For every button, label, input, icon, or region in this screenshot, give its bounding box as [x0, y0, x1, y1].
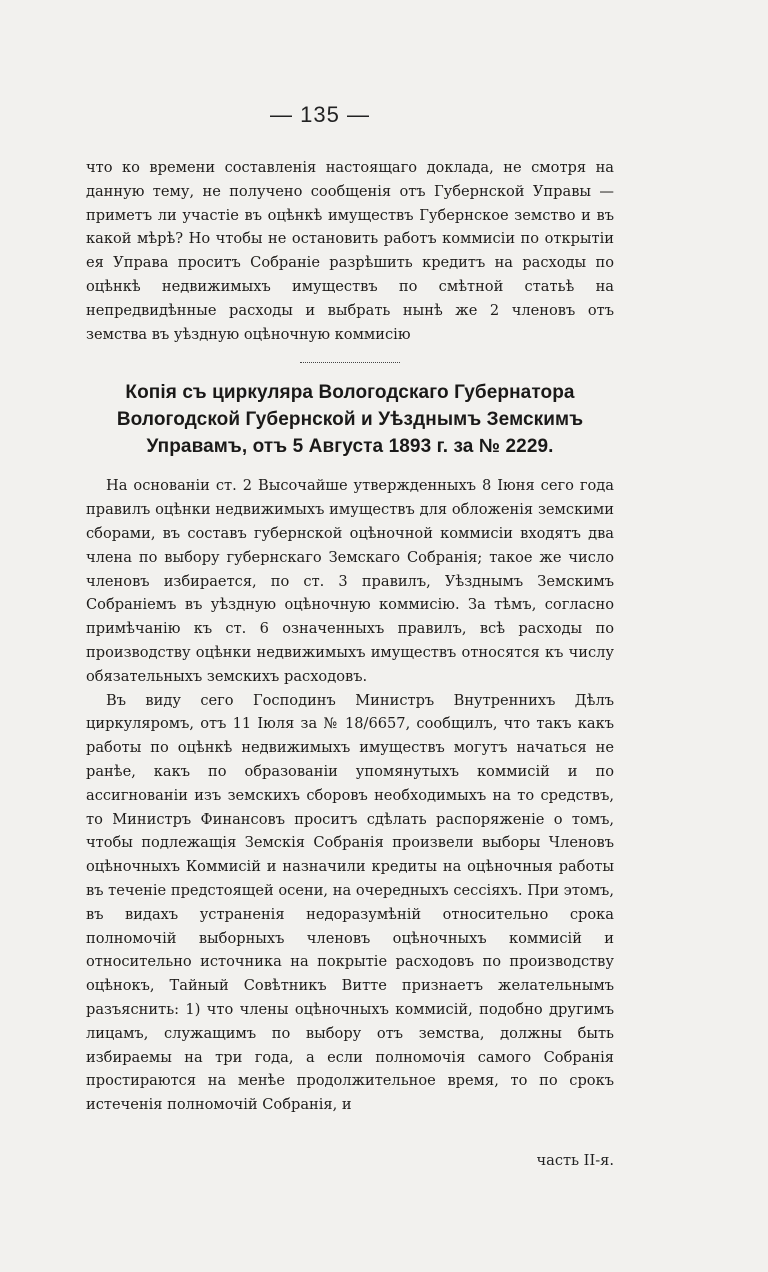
paragraph-article-2: На основаніи ст. 2 Высочайшe утвержденныхъ 8 Іюня сего года правилъ оцѣнки недвижимыхъ имуществъ для обложенія земскими сборами, въ составъ губернской оцѣночной коммисіи входятъ два члена по выбору губернскаго Земскаго Собранія; такое же число членовъ избирается, по ст. 3 правилъ, Уѣзднымъ Земскимъ Собраніемъ въ уѣздную оцѣночную коммисію. За тѣмъ, согласно примѣчанію къ ст. 6 означенныхъ правилъ, всѣ расходы по производству оцѣнки недвижимыхъ имуществъ относятся къ числу обязательныхъ земскихъ расходовъ.: [86, 477, 614, 685]
paragraph-ministry-circular: Въ виду сего Господинъ Министръ Внутреннихъ Дѣлъ циркуляромъ, отъ 11 Іюля за № 18/6657, сообщилъ, что такъ какъ работы по оцѣнкѣ недвижимыхъ имуществъ могутъ начаться не ранѣе, какъ по образованіи упомянутыхъ коммисій и по ассигнованіи изъ земскихъ сборовъ необходимыхъ на то средствъ, то Министръ Финансовъ проситъ сдѣлать распоряженіе о томъ, чтобы подлежащія Земскія Собранія произвели выборы Членовъ оцѣночныхъ Коммисій и назначили кредиты на оцѣночныя работы въ теченіе предстоящей осени, на очередныхъ сессіяхъ. При этомъ, въ видахъ устраненія недоразумѣній относительно срока полномочій выборныхъ членовъ оцѣночныхъ коммисій и относительно источника на покрытіе расходовъ по производству оцѣнокъ, Тайный Совѣтникъ Витте признаетъ желательнымъ разъяснить: 1) что члены оцѣночныхъ коммисій, подобно другимъ лицамъ, служащимъ по выбору отъ земства, должны быть избираемы на три года, а если полномочія самого Собранія простираются на менѣе продолжительное время, то по срокъ истеченія полномочій Собранія, и: [86, 691, 614, 1114]
paragraph-report-excerpt: что ко времени составленія настоящаго доклада, не смотря на данную тему, не получено сообщенія отъ Губернской Управы — приметъ ли участіе въ оцѣнкѣ имуществъ Губернское земство и въ какой мѣрѣ? Но чтобы не остановить работъ коммисіи по открытіи ея Управа проситъ Собраніе разрѣшить кредитъ на расходы по оцѣнкѣ недвижимыхъ имуществъ по смѣтной статьѣ на непредвидѣнные расходы и выбрать нынѣ же 2 членовъ отъ земства въ уѣздную оцѣночную коммисію: [86, 159, 614, 343]
page-number: — 135 —: [270, 102, 370, 127]
catchword: часть II-я.: [536, 1152, 614, 1169]
dotted-separator: [300, 348, 400, 363]
circular-heading: Копія съ циркуляра Вологодскаго Губернатора Вологодской Губернской и Уѣзднымъ Земскимъ Управамъ, отъ 5 Августа 1893 г. за № 2229.: [116, 382, 584, 458]
text-body: [86, 156, 614, 1117]
